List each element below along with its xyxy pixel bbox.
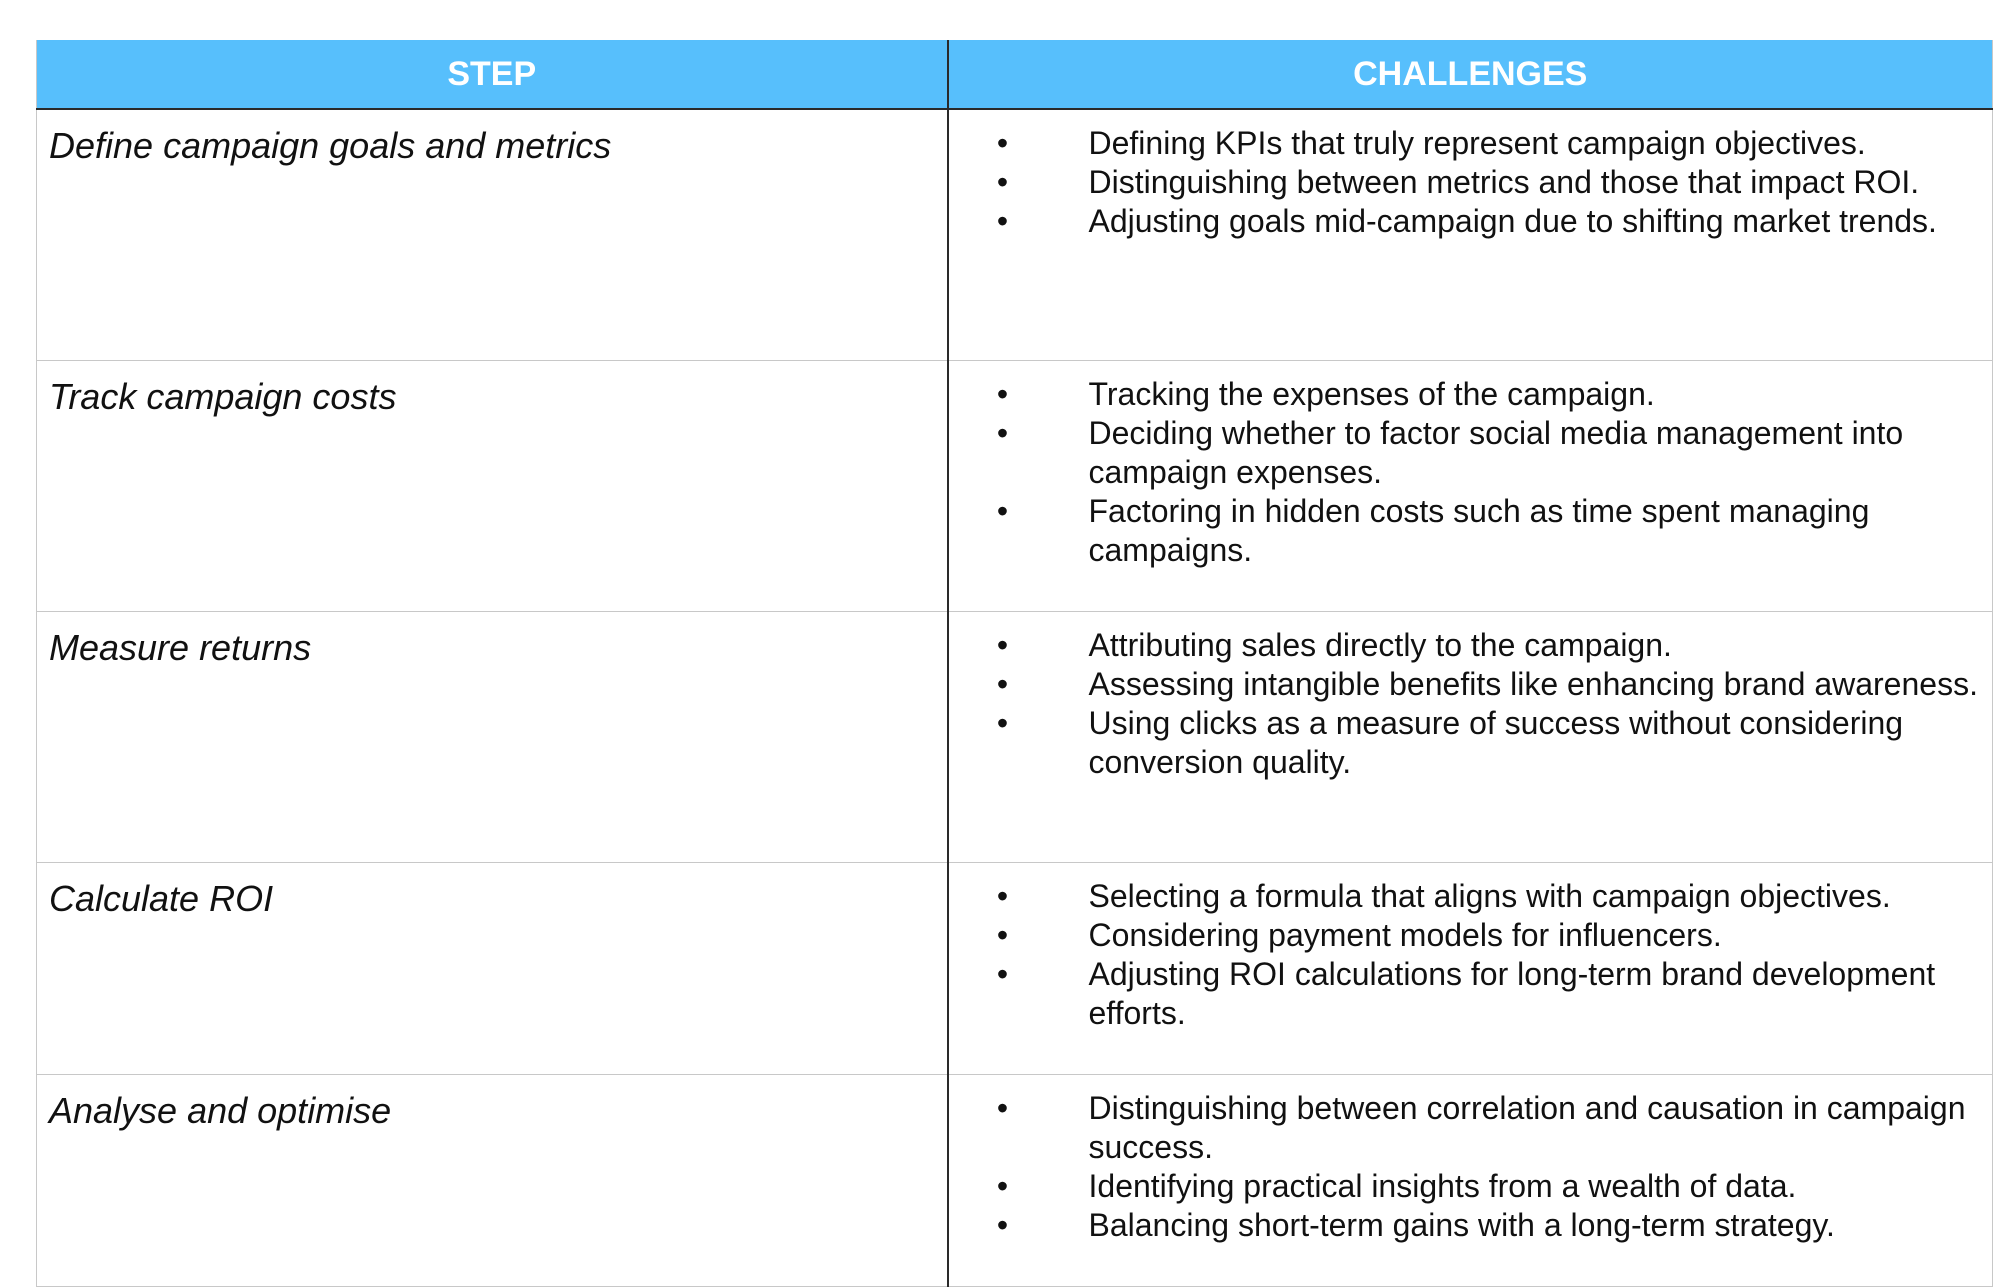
list-item xyxy=(949,1206,1985,1245)
step-cell: Track campaign costs xyxy=(37,361,948,612)
challenge-text: Balancing short-term gains with a long-term strategy. xyxy=(1088,1207,1835,1243)
challenge-list xyxy=(949,124,1985,241)
list-item xyxy=(949,124,1985,163)
bullet-icon: • xyxy=(996,164,1009,200)
list-item xyxy=(949,375,1985,414)
bullet-icon: • xyxy=(996,1090,1009,1126)
bullet-icon: • xyxy=(996,493,1009,529)
list-item xyxy=(949,414,1985,492)
challenge-list xyxy=(949,877,1985,1033)
challenge-text: Selecting a formula that aligns with campaign objectives. xyxy=(1088,878,1891,914)
challenge-text: Adjusting ROI calculations for long-term brand development efforts. xyxy=(1088,956,1936,1031)
header-challenges: CHALLENGES xyxy=(948,40,1993,109)
challenges-cell xyxy=(948,612,1993,863)
challenge-text: Distinguishing between metrics and those that impact ROI. xyxy=(1088,164,1920,200)
table-row xyxy=(37,1075,1993,1287)
challenge-text: Assessing intangible benefits like enhancing brand awareness. xyxy=(1088,666,1978,702)
list-item xyxy=(949,704,1985,782)
table-row xyxy=(37,863,1993,1075)
header-row xyxy=(37,40,1993,109)
challenge-text: Deciding whether to factor social media management into campaign expenses. xyxy=(1088,415,1904,490)
challenges-cell xyxy=(948,361,1993,612)
list-item xyxy=(949,916,1985,955)
bullet-icon: • xyxy=(996,376,1009,412)
step-cell: Define campaign goals and metrics xyxy=(37,109,948,361)
challenge-list xyxy=(949,1089,1985,1245)
challenge-text: Tracking the expenses of the campaign. xyxy=(1088,376,1655,412)
challenge-text: Distinguishing between correlation and causation in campaign success. xyxy=(1088,1090,1966,1165)
challenges-cell xyxy=(948,109,1993,361)
list-item xyxy=(949,955,1985,1033)
list-item xyxy=(949,202,1985,241)
step-cell: Measure returns xyxy=(37,612,948,863)
list-item xyxy=(949,626,1985,665)
list-item xyxy=(949,1089,1985,1167)
bullet-icon: • xyxy=(996,627,1009,663)
challenge-text: Using clicks as a measure of success without considering conversion quality. xyxy=(1088,705,1904,780)
challenge-text: Identifying practical insights from a wealth of data. xyxy=(1088,1168,1797,1204)
challenges-cell xyxy=(948,863,1993,1075)
table-body xyxy=(37,109,1993,1287)
challenge-text: Defining KPIs that truly represent campaign objectives. xyxy=(1088,125,1866,161)
table-row xyxy=(37,109,1993,361)
list-item xyxy=(949,665,1985,704)
challenges-cell xyxy=(948,1075,1993,1287)
bullet-icon: • xyxy=(996,878,1009,914)
bullet-icon: • xyxy=(996,415,1009,451)
bullet-icon: • xyxy=(996,1168,1009,1204)
list-item xyxy=(949,877,1985,916)
challenge-text: Factoring in hidden costs such as time spent managing campaigns. xyxy=(1088,493,1870,568)
table xyxy=(36,40,1993,1287)
bullet-icon: • xyxy=(996,956,1009,992)
challenge-text: Adjusting goals mid-campaign due to shifting market trends. xyxy=(1088,203,1937,239)
list-item xyxy=(949,492,1985,570)
step-challenges-table xyxy=(36,40,1992,1287)
bullet-icon: • xyxy=(996,125,1009,161)
list-item xyxy=(949,163,1985,202)
challenge-text: Attributing sales directly to the campaign. xyxy=(1088,627,1672,663)
challenge-text: Considering payment models for influencers. xyxy=(1088,917,1722,953)
list-item xyxy=(949,1167,1985,1206)
bullet-icon: • xyxy=(996,666,1009,702)
bullet-icon: • xyxy=(996,917,1009,953)
header-step: STEP xyxy=(37,40,948,109)
bullet-icon: • xyxy=(996,203,1009,239)
challenge-list xyxy=(949,375,1985,570)
challenge-list xyxy=(949,626,1985,782)
bullet-icon: • xyxy=(996,1207,1009,1243)
bullet-icon: • xyxy=(996,705,1009,741)
step-cell: Calculate ROI xyxy=(37,863,948,1075)
table-row xyxy=(37,361,1993,612)
table-row xyxy=(37,612,1993,863)
table-header xyxy=(37,40,1993,109)
step-cell: Analyse and optimise xyxy=(37,1075,948,1287)
